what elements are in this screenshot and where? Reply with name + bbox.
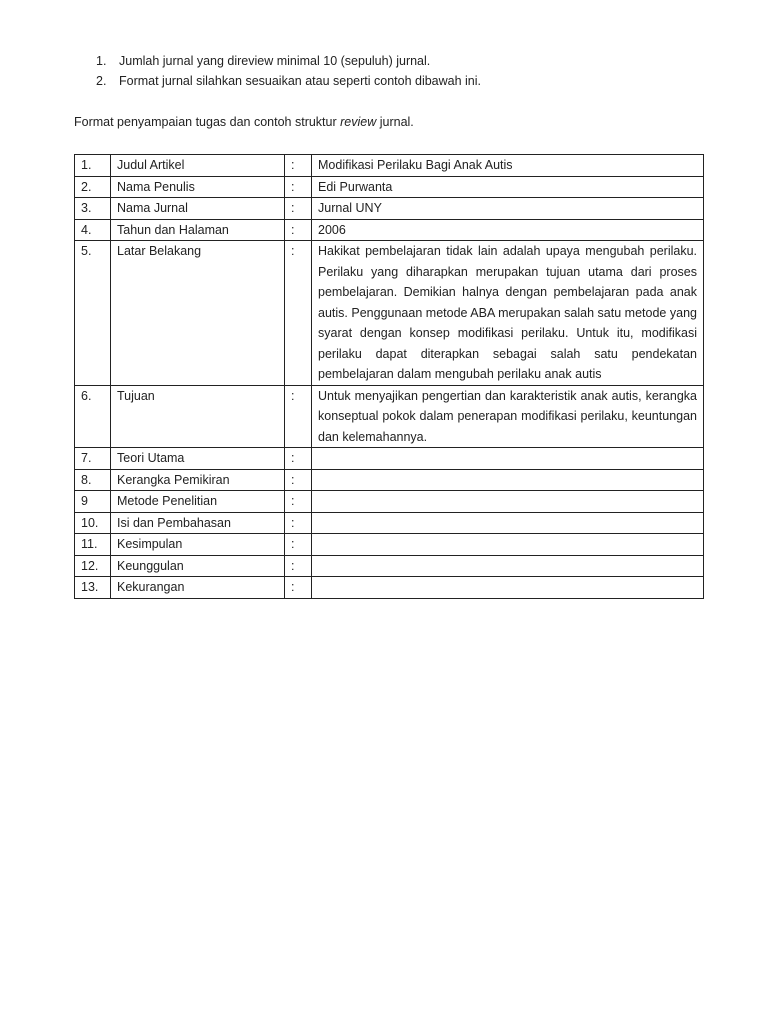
row-value xyxy=(312,448,704,470)
row-number: 7. xyxy=(75,448,111,470)
row-value: Jurnal UNY xyxy=(312,198,704,220)
row-colon: : xyxy=(285,577,312,599)
row-label: Metode Penelitian xyxy=(111,491,285,513)
row-value: Edi Purwanta xyxy=(312,176,704,198)
table-row xyxy=(75,385,704,448)
row-colon: : xyxy=(285,385,312,448)
row-label: Kesimpulan xyxy=(111,534,285,556)
table-row xyxy=(75,219,704,241)
table-row xyxy=(75,512,704,534)
row-value xyxy=(312,512,704,534)
intro-text: Format penyampaian tugas dan contoh struktur xyxy=(74,115,341,129)
row-number: 8. xyxy=(75,469,111,491)
row-label: Tujuan xyxy=(111,385,285,448)
table-row xyxy=(75,534,704,556)
instruction-item xyxy=(96,71,481,91)
row-value: Modifikasi Perilaku Bagi Anak Autis xyxy=(312,155,704,177)
instruction-text: Format jurnal silahkan sesuaikan atau seperti contoh dibawah ini. xyxy=(119,74,482,88)
row-value xyxy=(312,577,704,599)
row-number: 4. xyxy=(75,219,111,241)
row-colon: : xyxy=(285,534,312,556)
instruction-item xyxy=(96,51,481,71)
row-value: Untuk menyajikan pengertian dan karakteristik anak autis, kerangka konseptual pokok dalam penerapan modifikasi perilaku, keuntungan dan kelemahannya. xyxy=(312,385,704,448)
row-value: Hakikat pembelajaran tidak lain adalah upaya mengubah perilaku. Perilaku yang diharapkan merupakan tujuan utama dari proses pembelajaran. Demikian halnya dengan pembelajaran pada anak autis. Penggunaan metode ABA merupakan salah satu metode yang syarat dengan konsep modifikasi perilaku. Untuk itu, modifikasi perilaku dapat diterapkan sebagai salah satu pendekatan pembelajaran dalam mengubah perilaku anak autis xyxy=(312,241,704,386)
row-value xyxy=(312,469,704,491)
review-table-body xyxy=(75,155,704,599)
row-colon: : xyxy=(285,555,312,577)
instruction-list xyxy=(96,51,481,91)
row-colon: : xyxy=(285,241,312,386)
row-label: Isi dan Pembahasan xyxy=(111,512,285,534)
row-number: 2. xyxy=(75,176,111,198)
row-label: Teori Utama xyxy=(111,448,285,470)
intro-italic-word: review xyxy=(340,115,377,129)
row-number: 11. xyxy=(75,534,111,556)
row-colon: : xyxy=(285,491,312,513)
row-number: 12. xyxy=(75,555,111,577)
row-colon: : xyxy=(285,219,312,241)
instruction-number: 2. xyxy=(96,74,107,88)
table-row xyxy=(75,241,704,386)
row-value xyxy=(312,555,704,577)
table-row xyxy=(75,555,704,577)
row-label: Kerangka Pemikiran xyxy=(111,469,285,491)
row-number: 10. xyxy=(75,512,111,534)
instruction-number: 1. xyxy=(96,54,107,68)
row-label: Tahun dan Halaman xyxy=(111,219,285,241)
row-label: Kekurangan xyxy=(111,577,285,599)
row-value: 2006 xyxy=(312,219,704,241)
row-colon: : xyxy=(285,155,312,177)
row-colon: : xyxy=(285,469,312,491)
row-label: Nama Jurnal xyxy=(111,198,285,220)
review-structure-table xyxy=(74,154,704,599)
table-row xyxy=(75,198,704,220)
table-row xyxy=(75,469,704,491)
format-intro xyxy=(74,112,414,132)
table-row xyxy=(75,491,704,513)
row-colon: : xyxy=(285,176,312,198)
row-value xyxy=(312,534,704,556)
table-row xyxy=(75,577,704,599)
table-row xyxy=(75,176,704,198)
row-number: 3. xyxy=(75,198,111,220)
row-number: 5. xyxy=(75,241,111,386)
row-label: Nama Penulis xyxy=(111,176,285,198)
row-number: 13. xyxy=(75,577,111,599)
row-value xyxy=(312,491,704,513)
row-colon: : xyxy=(285,198,312,220)
row-colon: : xyxy=(285,448,312,470)
intro-text-end: jurnal. xyxy=(376,115,414,129)
row-colon: : xyxy=(285,512,312,534)
instruction-text: Jumlah jurnal yang direview minimal 10 (sepuluh) jurnal. xyxy=(119,54,431,68)
row-number: 1. xyxy=(75,155,111,177)
row-label: Judul Artikel xyxy=(111,155,285,177)
row-label: Keunggulan xyxy=(111,555,285,577)
row-number: 9 xyxy=(75,491,111,513)
table-row xyxy=(75,155,704,177)
row-number: 6. xyxy=(75,385,111,448)
table-row xyxy=(75,448,704,470)
row-label: Latar Belakang xyxy=(111,241,285,386)
